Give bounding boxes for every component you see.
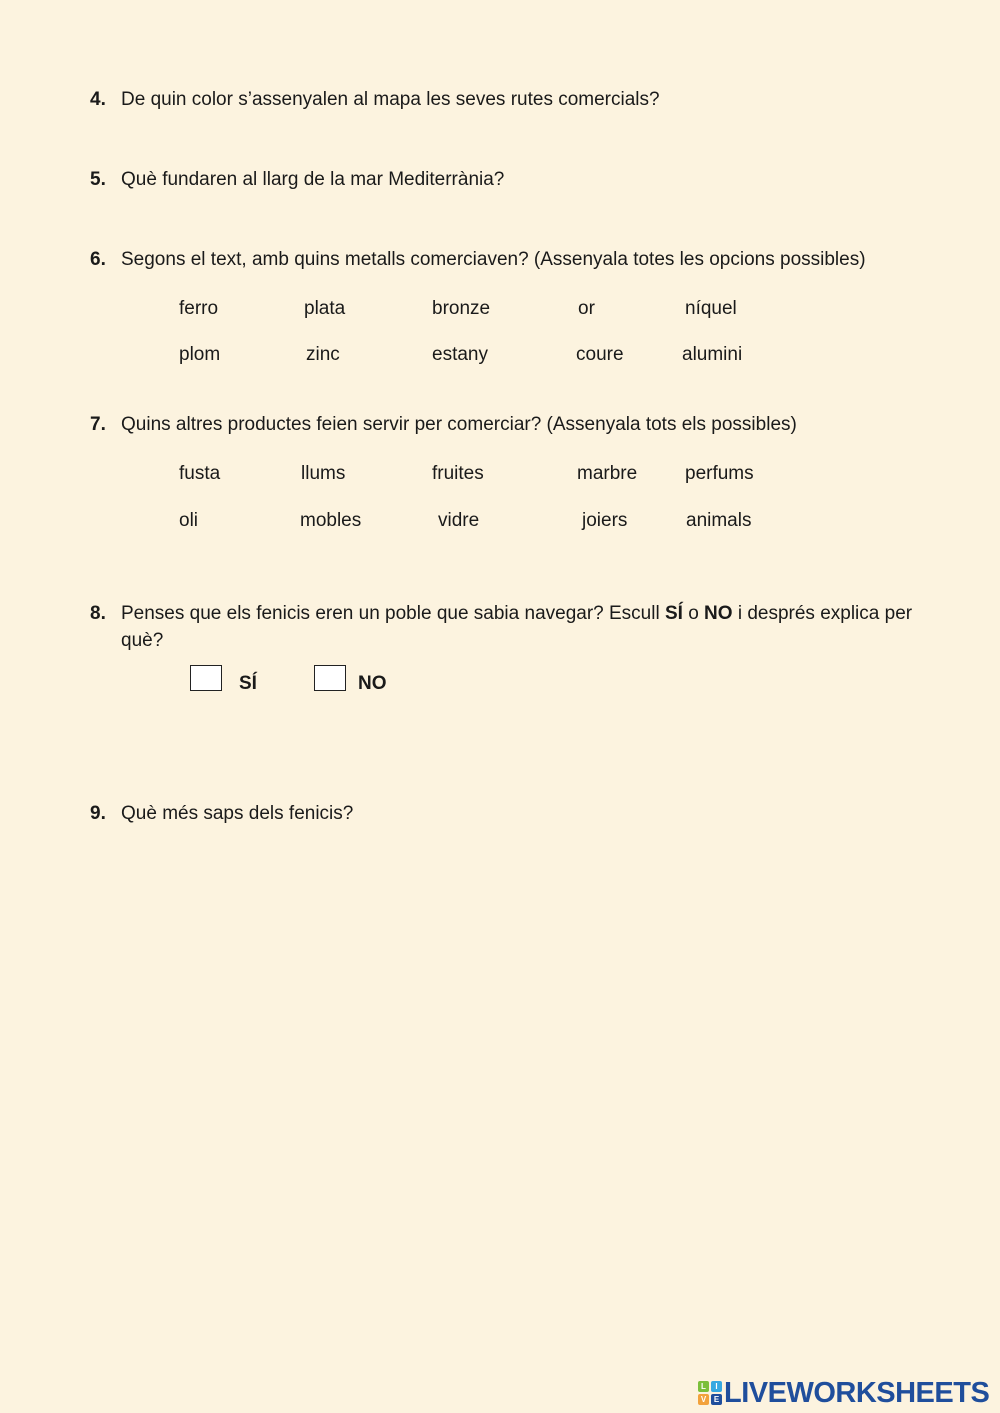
product-option[interactable]: fusta: [179, 463, 221, 484]
logo-mark-letter: I: [711, 1381, 722, 1392]
product-option[interactable]: fruites: [432, 463, 484, 484]
metal-option[interactable]: alumini: [682, 344, 743, 365]
question-text: Què fundaren al llarg de la mar Mediterrània?: [121, 169, 505, 190]
metal-option[interactable]: bronze: [432, 298, 491, 319]
product-option[interactable]: marbre: [577, 463, 638, 484]
question-text: Què més saps dels fenicis?: [121, 803, 354, 824]
product-option[interactable]: vidre: [438, 510, 480, 531]
metal-option[interactable]: or: [578, 298, 595, 319]
question-number: 7.: [90, 414, 106, 435]
metal-option[interactable]: plata: [304, 298, 346, 319]
question-text: Quins altres productes feien servir per comerciar? (Assenyala tots els possibles): [121, 414, 797, 435]
yes-checkbox[interactable]: [190, 665, 222, 691]
question-number: 6.: [90, 249, 106, 270]
question-text-bold-no: NO: [704, 603, 733, 624]
question-number: 9.: [90, 803, 106, 824]
liveworksheets-logo-mark-icon: [698, 1381, 722, 1405]
metal-option[interactable]: ferro: [179, 298, 219, 319]
logo-mark-letter: E: [711, 1394, 722, 1405]
product-option[interactable]: mobles: [300, 510, 362, 531]
metal-option[interactable]: estany: [432, 344, 488, 365]
question-number: 4.: [90, 89, 106, 110]
question-number: 8.: [90, 603, 106, 624]
logo-mark-letter: L: [698, 1381, 709, 1392]
question-text-bold-si: SÍ: [664, 603, 683, 624]
question-text-part: i després explica per què?: [121, 603, 913, 651]
product-option[interactable]: llums: [301, 463, 346, 484]
product-option[interactable]: perfums: [685, 463, 754, 484]
question-text-part: o: [682, 603, 705, 624]
question-text: Segons el text, amb quins metalls comerciaven? (Assenyala totes les opcions possibles): [121, 249, 866, 270]
metal-option[interactable]: níquel: [685, 298, 737, 319]
product-option[interactable]: animals: [686, 510, 752, 531]
metal-option[interactable]: zinc: [306, 344, 340, 365]
logo-mark-letter: V: [698, 1394, 709, 1405]
liveworksheets-logo-text: LIVEWORKSHEETS: [724, 1377, 990, 1409]
no-label: NO: [358, 673, 387, 694]
question-text-part: Penses que els fenicis eren un poble que sabia navegar? Escull: [121, 603, 665, 624]
product-option[interactable]: oli: [179, 510, 199, 531]
yes-label: SÍ: [239, 673, 257, 694]
question-text: De quin color s’assenyalen al mapa les seves rutes comercials?: [121, 89, 660, 110]
metal-option[interactable]: coure: [576, 344, 624, 365]
question-number: 5.: [90, 169, 106, 190]
product-option[interactable]: joiers: [582, 510, 628, 531]
question-text: [121, 600, 931, 654]
no-checkbox[interactable]: [314, 665, 346, 691]
metal-option[interactable]: plom: [179, 344, 221, 365]
